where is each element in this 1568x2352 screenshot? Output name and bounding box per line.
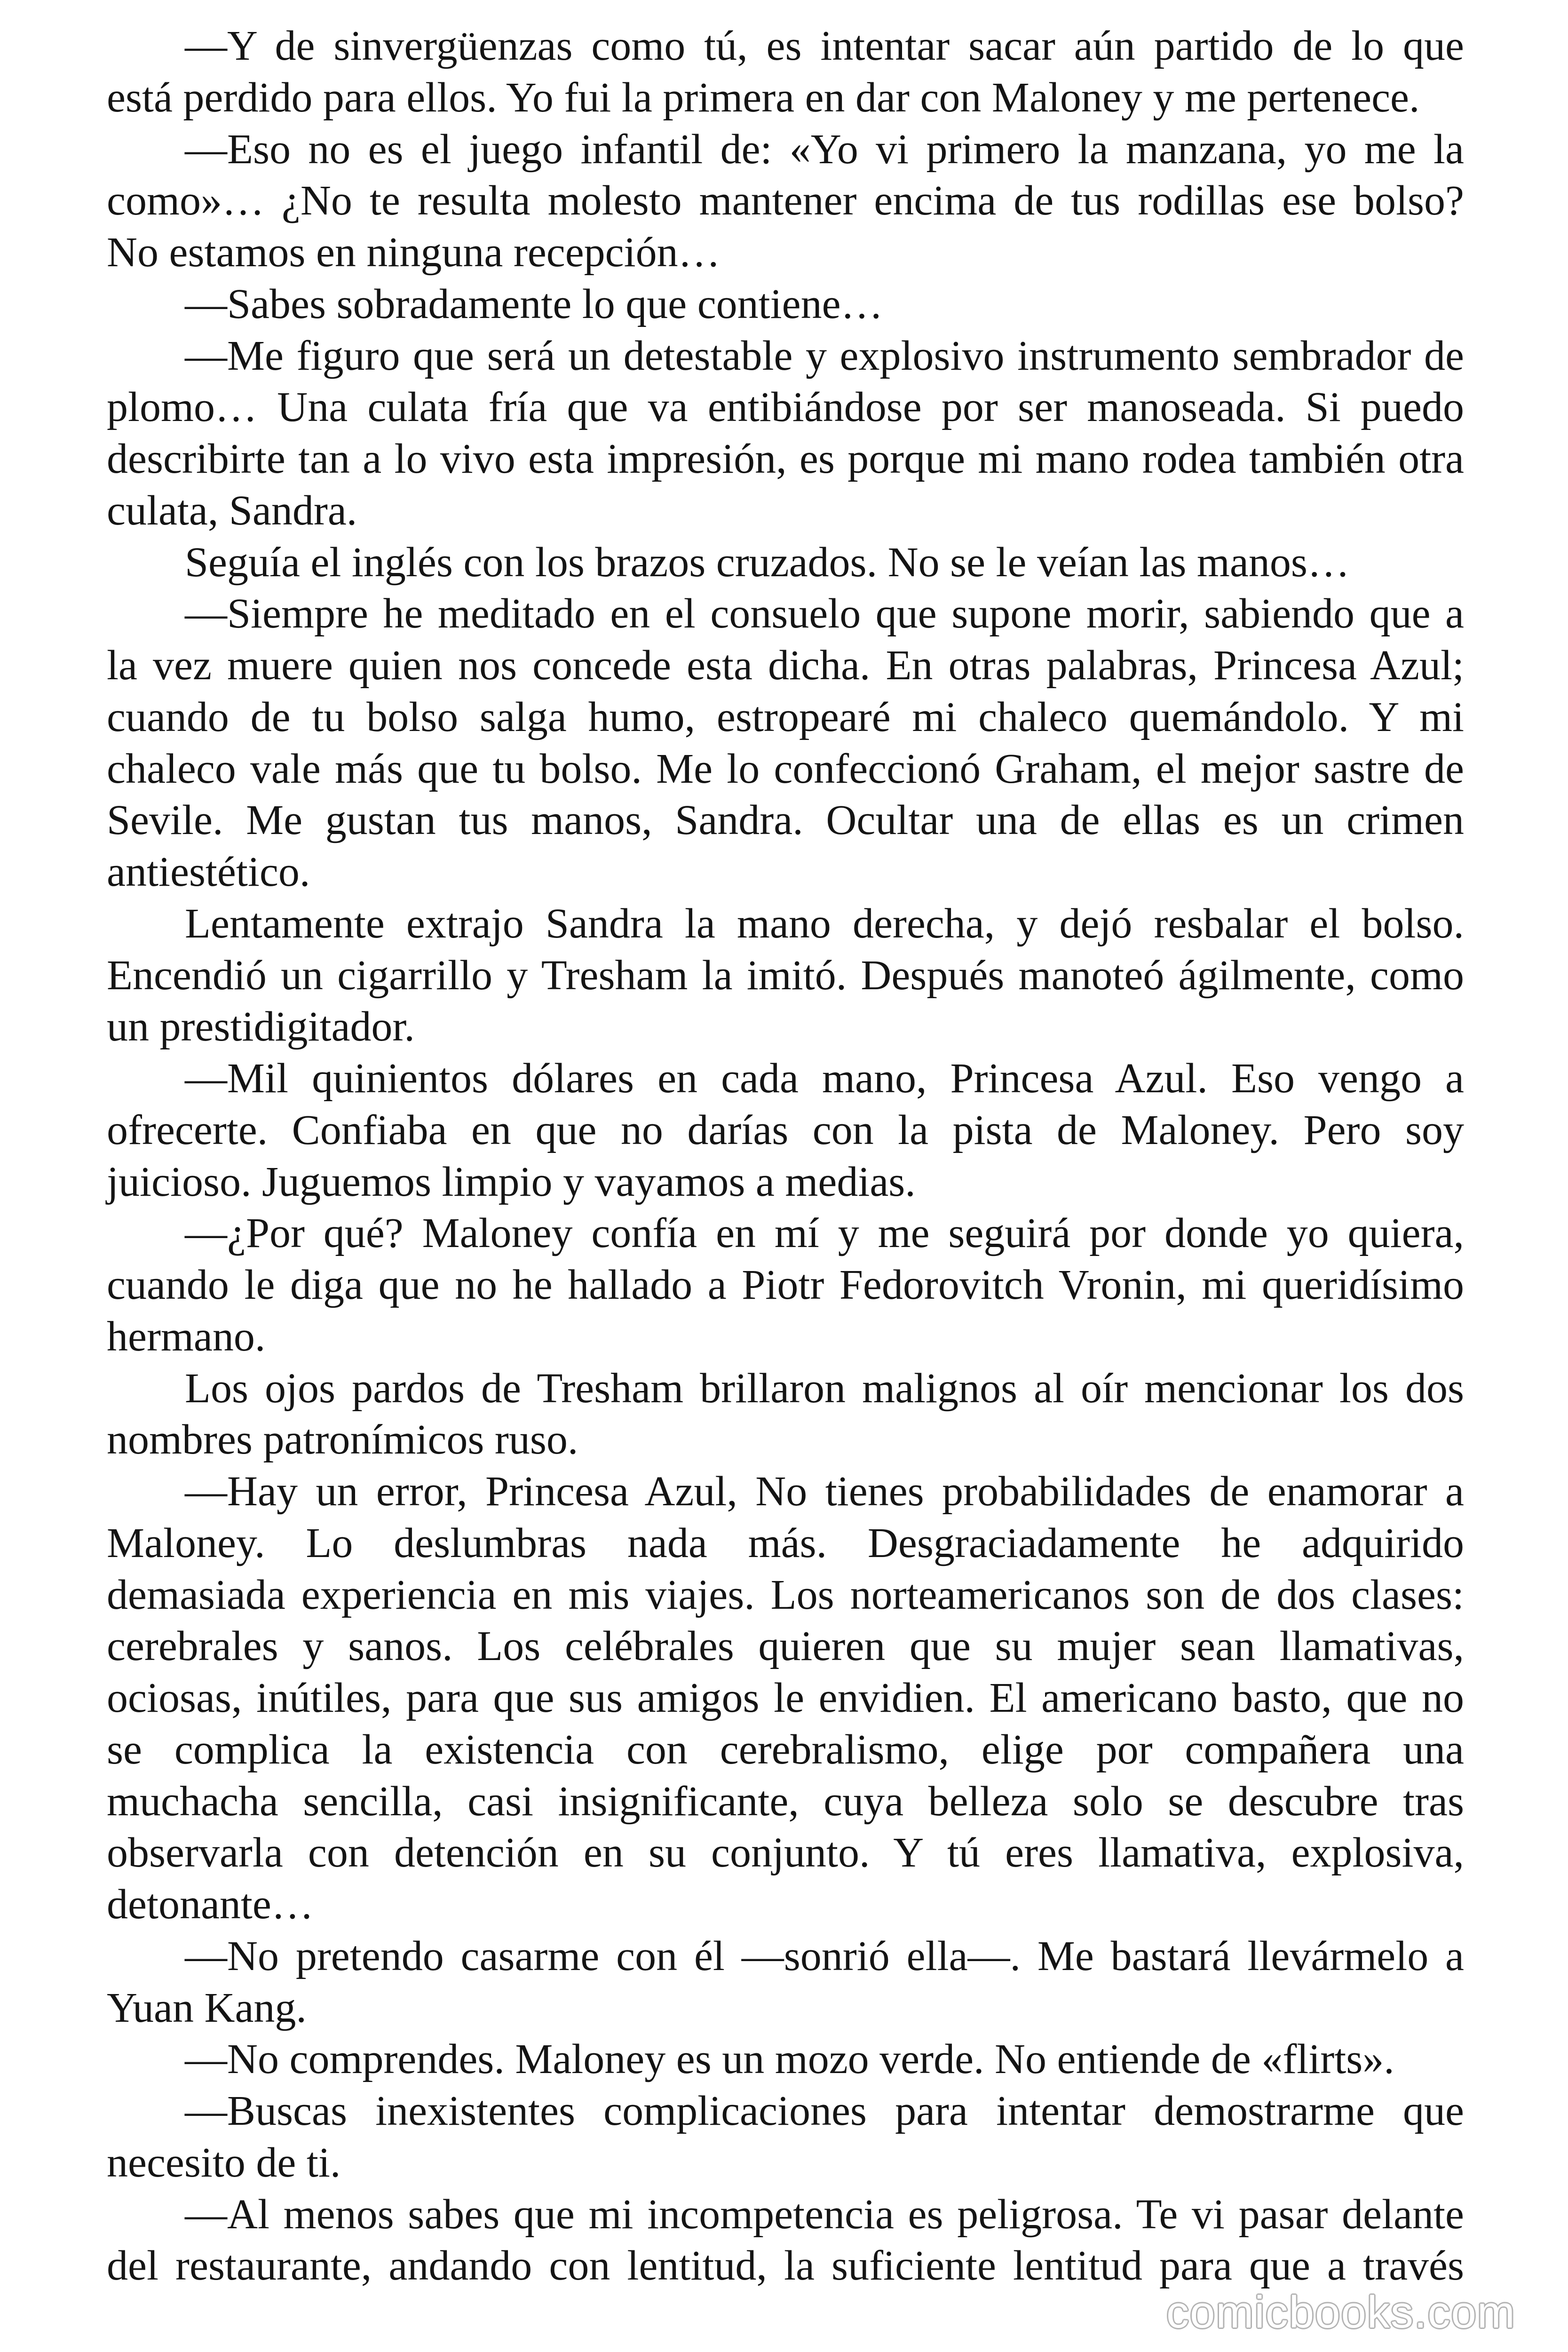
paragraph (107, 124, 1464, 278)
body-text (107, 20, 1464, 2292)
text-line: necesito de ti. (107, 2139, 341, 2186)
text-line: —Eso no es el juego infantil de: «Yo vi primero la manzana, yo me la (185, 126, 1464, 173)
text-line: cuando de tu bolso salga humo, estropearé mi chaleco quemándolo. Y mi (107, 693, 1464, 740)
text-line: como»… ¿No te resulta molesto mantener encima de tus rodillas ese bolso? (107, 177, 1464, 224)
text-line: cuando le diga que no he hallado a Piotr Fedorovitch Vronin, mi queridísimo (107, 1262, 1464, 1308)
text-line: —Me figuro que será un detestable y explosivo instrumento sembrador de (185, 332, 1464, 379)
text-line: un prestidigitador. (107, 1003, 415, 1050)
paragraph (107, 1931, 1464, 2034)
text-line: detonante… (107, 1881, 314, 1928)
text-line: —No comprendes. Maloney es un mozo verde. No entiende de «flirts». (185, 2036, 1394, 2083)
paragraph (107, 2034, 1464, 2085)
text-line: —Siempre he meditado en el consuelo que supone morir, sabiendo que a (185, 590, 1464, 637)
text-line: Maloney. Lo deslumbras nada más. Desgraciadamente he adquirido (107, 1519, 1464, 1566)
text-line: hermano. (107, 1313, 266, 1360)
paragraph (107, 20, 1464, 124)
text-line: del restaurante, andando con lentitud, la suficiente lentitud para que a través (107, 2242, 1464, 2289)
text-line: Sevile. Me gustan tus manos, Sandra. Ocultar una de ellas es un crimen (107, 797, 1464, 844)
text-line: —Al menos sabes que mi incompetencia es peligrosa. Te vi pasar delante (185, 2191, 1464, 2238)
text-line: cerebrales y sanos. Los celébrales quieren que su mujer sean llamativas, (107, 1623, 1464, 1670)
paragraph (107, 2189, 1464, 2292)
text-line: se complica la existencia con cerebralismo, elige por compañera una (107, 1726, 1464, 1773)
text-line: nombres patronímicos ruso. (107, 1416, 578, 1463)
text-line: juicioso. Juguemos limpio y vayamos a medias. (107, 1158, 916, 1205)
paragraph (107, 898, 1464, 1053)
text-line: describirte tan a lo vivo esta impresión, es porque mi mano rodea también otra (107, 436, 1464, 482)
paragraph (107, 278, 1464, 330)
text-line: ofrecerte. Confiaba en que no darías con la pista de Maloney. Pero soy (107, 1106, 1464, 1153)
paragraph (107, 1053, 1464, 1208)
text-line: —No pretendo casarme con él —sonrió ella—. Me bastará llevármelo a (185, 1932, 1464, 1979)
text-line: demasiada experiencia en mis viajes. Los norteamericanos son de dos clases: (107, 1571, 1464, 1618)
paragraph (107, 2085, 1464, 2189)
text-line: —Y de sinvergüenzas como tú, es intentar sacar aún partido de lo que (185, 23, 1464, 69)
text-line: Seguía el inglés con los brazos cruzados. No se le veían las manos… (185, 539, 1350, 586)
text-line: plomo… Una culata fría que va entibiándose por ser manoseada. Si puedo (107, 384, 1464, 431)
text-line: está perdido para ellos. Yo fui la primera en dar con Maloney y me pertenece. (107, 74, 1420, 121)
text-line: ociosas, inútiles, para que sus amigos le envidien. El americano basto, que no (107, 1675, 1464, 1721)
watermark: comicbooks.com (1166, 2287, 1516, 2337)
paragraph (107, 1208, 1464, 1362)
text-line: —Buscas inexistentes complicaciones para intentar demostrarme que (185, 2088, 1464, 2134)
paragraph (107, 330, 1464, 537)
text-line: chaleco vale más que tu bolso. Me lo confeccionó Graham, el mejor sastre de (107, 745, 1464, 792)
text-line: No estamos en ninguna recepción… (107, 229, 721, 276)
text-line: Lentamente extrajo Sandra la mano derecha, y dejó resbalar el bolso. (185, 900, 1464, 947)
text-line: —¿Por qué? Maloney confía en mí y me seguirá por donde yo quiera, (185, 1210, 1464, 1257)
paragraph (107, 1363, 1464, 1466)
text-line: —Mil quinientos dólares en cada mano, Princesa Azul. Eso vengo a (185, 1055, 1464, 1102)
text-line: —Hay un error, Princesa Azul, No tienes probabilidades de enamorar a (185, 1468, 1464, 1515)
text-line: Los ojos pardos de Tresham brillaron malignos al oír mencionar los dos (185, 1365, 1464, 1412)
text-line: —Sabes sobradamente lo que contiene… (185, 280, 883, 327)
text-line: Yuan Kang. (107, 1984, 307, 2031)
paragraph (107, 588, 1464, 898)
text-line: la vez muere quien nos concede esta dicha. En otras palabras, Princesa Azul; (107, 642, 1464, 689)
text-line: antiestético. (107, 849, 310, 895)
paragraph (107, 537, 1464, 588)
text-line: Encendió un cigarrillo y Tresham la imitó. Después manoteó ágilmente, como (107, 952, 1464, 999)
text-line: observarla con detención en su conjunto. Y tú eres llamativa, explosiva, (107, 1829, 1464, 1876)
text-line: culata, Sandra. (107, 487, 357, 534)
paragraph (107, 1466, 1464, 1931)
text-line: muchacha sencilla, casi insignificante, cuya belleza solo se descubre tras (107, 1778, 1464, 1825)
